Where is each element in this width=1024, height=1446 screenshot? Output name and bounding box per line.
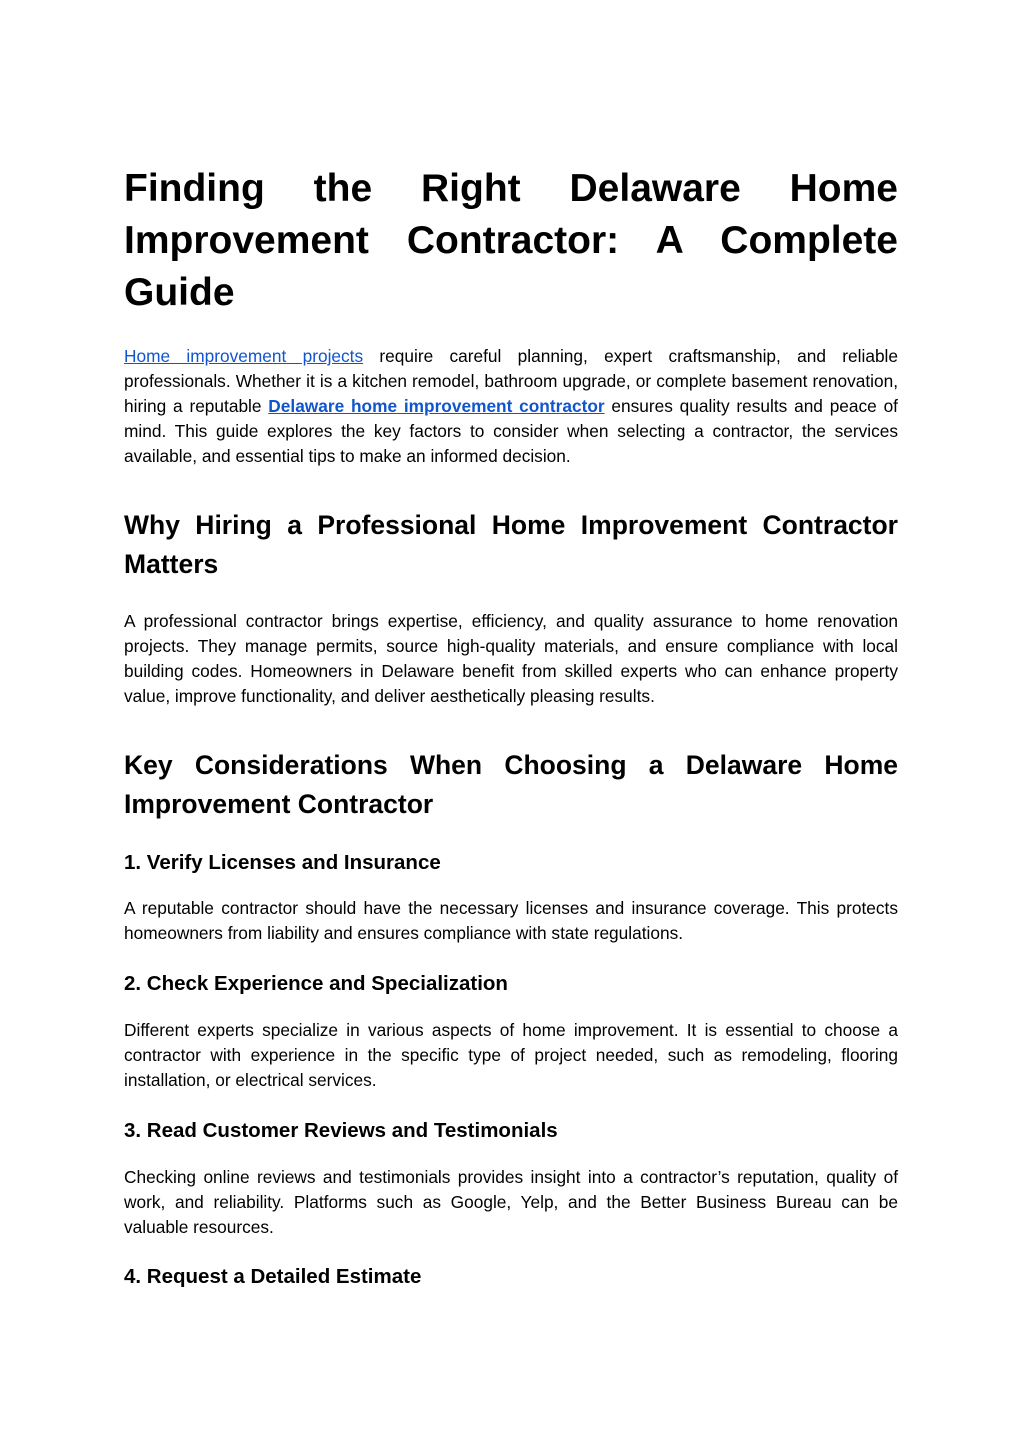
section-body-why-hire: A professional contractor brings expertise, efficiency, and quality assurance to home renovation projects. They manage permits, source high-quality materials, and ensure compliance with local building codes. Homeowners in Delaware benefit from skilled experts who can enhance property value, improve functionality, and deliver aesthetically pleasing results. (124, 611, 898, 706)
body-read-reviews: Checking online reviews and testimonials provides insight into a contractor’s reputation, quality of work, and reliability. Platforms such as Google, Yelp, and the Better Business Bureau can be valuable resources. (124, 1167, 898, 1237)
intro-text-1: require careful planning, expert craftsmanship, and reliable professionals. Whether it is a kitchen remodel, bathroom upgrade, or complete basement renovation, hiring a reputable (124, 346, 899, 416)
document-page (124, 163, 898, 1290)
delaware-contractor-link[interactable]: Delaware home improvement contractor (268, 396, 605, 416)
subheading-verify-licenses: 1. Verify Licenses and Insurance (124, 851, 441, 874)
section-heading-why-hire: Why Hiring a Professional Home Improvement Contractor Matters (124, 510, 898, 579)
section-heading-key-considerations: Key Considerations When Choosing a Delaware Home Improvement Contractor (124, 750, 898, 819)
home-improvement-projects-link[interactable]: Home improvement projects (124, 346, 364, 366)
body-check-experience: Different experts specialize in various aspects of home improvement. It is essential to choose a contractor with experience in the specific type of project needed, such as remodeling, flooring installation, or electrical services. (124, 1020, 898, 1090)
intro-paragraph (124, 344, 898, 469)
body-verify-licenses: A reputable contractor should have the necessary licenses and insurance coverage. This protects homeowners from liability and ensures compliance with state regulations. (124, 898, 898, 943)
document-title: Finding the Right Delaware Home Improvement Contractor: A Complete Guide (124, 167, 898, 314)
subheading-read-reviews: 3. Read Customer Reviews and Testimonials (124, 1119, 558, 1142)
subheading-check-experience: 2. Check Experience and Specialization (124, 972, 508, 995)
subheading-request-estimate: 4. Request a Detailed Estimate (124, 1265, 422, 1288)
intro-text-2: ensures quality results and peace of mind. This guide explores the key factors to consider when selecting a contractor, the services available, and essential tips to make an informed decision. (124, 396, 898, 466)
